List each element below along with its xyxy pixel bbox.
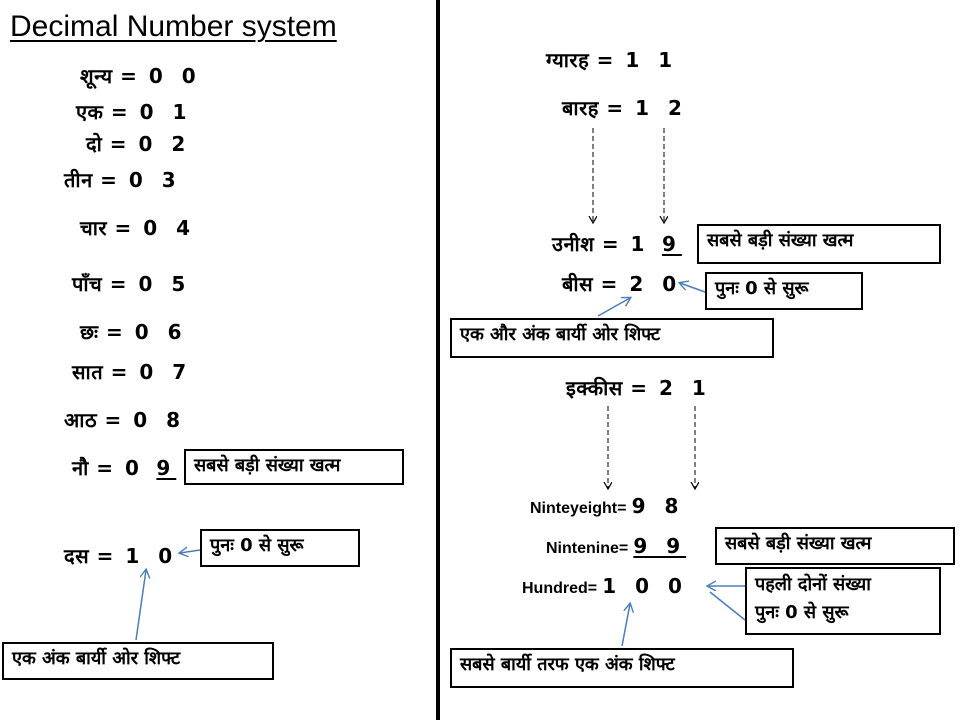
equals-sign: =: [110, 360, 128, 384]
number-digits-lead: 1: [630, 232, 651, 256]
equals-sign: =: [601, 232, 620, 256]
number-digits: 0 2: [138, 132, 192, 156]
number-digits: 0 7: [139, 360, 193, 384]
number-word: चार: [80, 216, 108, 240]
number-digits: 2 0: [629, 272, 683, 296]
equals-sign: =: [109, 272, 127, 296]
callout-arrow: [680, 283, 705, 292]
callout-arrow: [622, 604, 630, 646]
number-digits: 0 4: [143, 216, 197, 240]
number-word: ग्यारह: [546, 48, 590, 72]
note-restart-zero: पुनः 0 से सुरू: [200, 529, 360, 567]
number-word: Hundred: [522, 580, 588, 597]
equals-sign: =: [596, 48, 614, 72]
equals-sign: =: [114, 216, 132, 240]
note-shift-one-left: एक अंक बार्यी ओर शिफ्ट: [2, 642, 274, 680]
number-digit-max: 9: [661, 232, 682, 256]
number-word: शून्य: [80, 64, 113, 88]
note-line-first-both: पहली दोनों संख्या: [755, 574, 871, 595]
equals-sign: =: [587, 580, 598, 597]
number-word: एक: [76, 100, 104, 124]
number-digits: 9 9: [633, 534, 687, 558]
equals-sign: =: [110, 100, 129, 124]
number-digits: 1 1: [625, 48, 679, 72]
note-shift-another-left: एक और अंक बार्यी ओर शिफ्ट: [450, 318, 774, 358]
number-word: छः: [80, 320, 99, 344]
number-word: दस: [64, 544, 90, 568]
number-word: सात: [72, 360, 104, 384]
note-max-digit-end: सबसे बड़ी संख्या खत्म: [715, 527, 955, 565]
number-digits: 1 0: [125, 544, 179, 568]
number-word: Nintenine: [546, 540, 619, 557]
callout-arrow: [710, 592, 745, 620]
number-word: बारह: [562, 96, 599, 120]
callout-arrow: [598, 298, 630, 316]
note-max-digit-end: सबसे बड़ी संख्या खत्म: [697, 224, 941, 264]
number-digits: 0 6: [134, 320, 188, 344]
equals-sign: =: [96, 456, 114, 480]
equals-sign: =: [600, 272, 618, 296]
number-word: इक्कीस: [566, 376, 623, 400]
number-digits: 1 2: [635, 96, 688, 120]
number-digits: 0 1: [139, 100, 193, 124]
callout-arrow: [180, 550, 200, 553]
equals-sign: =: [109, 132, 128, 156]
note-line-restart-zero: पुनः 0 से सुरू: [755, 602, 849, 623]
equals-sign: =: [630, 376, 648, 400]
equals-sign: =: [618, 540, 629, 557]
number-word: दो: [86, 132, 103, 156]
number-digits: 1 0 0: [602, 574, 688, 598]
number-digits: 2 1: [658, 376, 712, 400]
equals-sign: =: [100, 168, 118, 192]
number-word: उनीश: [552, 232, 595, 256]
number-digits: 0 8: [133, 408, 187, 432]
number-word: बीस: [562, 272, 594, 296]
equals-sign: =: [96, 544, 114, 568]
note-max-digit-end: सबसे बड़ी संख्या खत्म: [184, 449, 404, 485]
number-word: नौ: [72, 456, 89, 480]
note-restart-zero: पुनः 0 से सुरू: [705, 272, 863, 310]
equals-sign: =: [120, 64, 138, 88]
equals-sign: =: [617, 500, 627, 517]
callout-arrow: [136, 570, 146, 640]
number-digits: 0 0: [148, 64, 202, 88]
page-title: Decimal Number system: [10, 10, 337, 43]
number-word: Ninteyeight: [530, 500, 618, 517]
number-word: पाँच: [72, 272, 103, 296]
number-digits: 0 3: [128, 168, 182, 192]
number-digits-lead: 0: [124, 456, 145, 480]
note-shift-leftmost: सबसे बार्यी तरफ एक अंक शिफ्ट: [450, 648, 794, 688]
number-digit-max: 9: [156, 456, 177, 480]
equals-sign: =: [104, 408, 122, 432]
number-digits: 0 5: [138, 272, 192, 296]
number-digits: 9 8: [631, 494, 685, 518]
number-word: आठ: [64, 408, 98, 432]
number-word: तीन: [64, 168, 93, 192]
equals-sign: =: [106, 320, 124, 344]
equals-sign: =: [606, 96, 624, 120]
